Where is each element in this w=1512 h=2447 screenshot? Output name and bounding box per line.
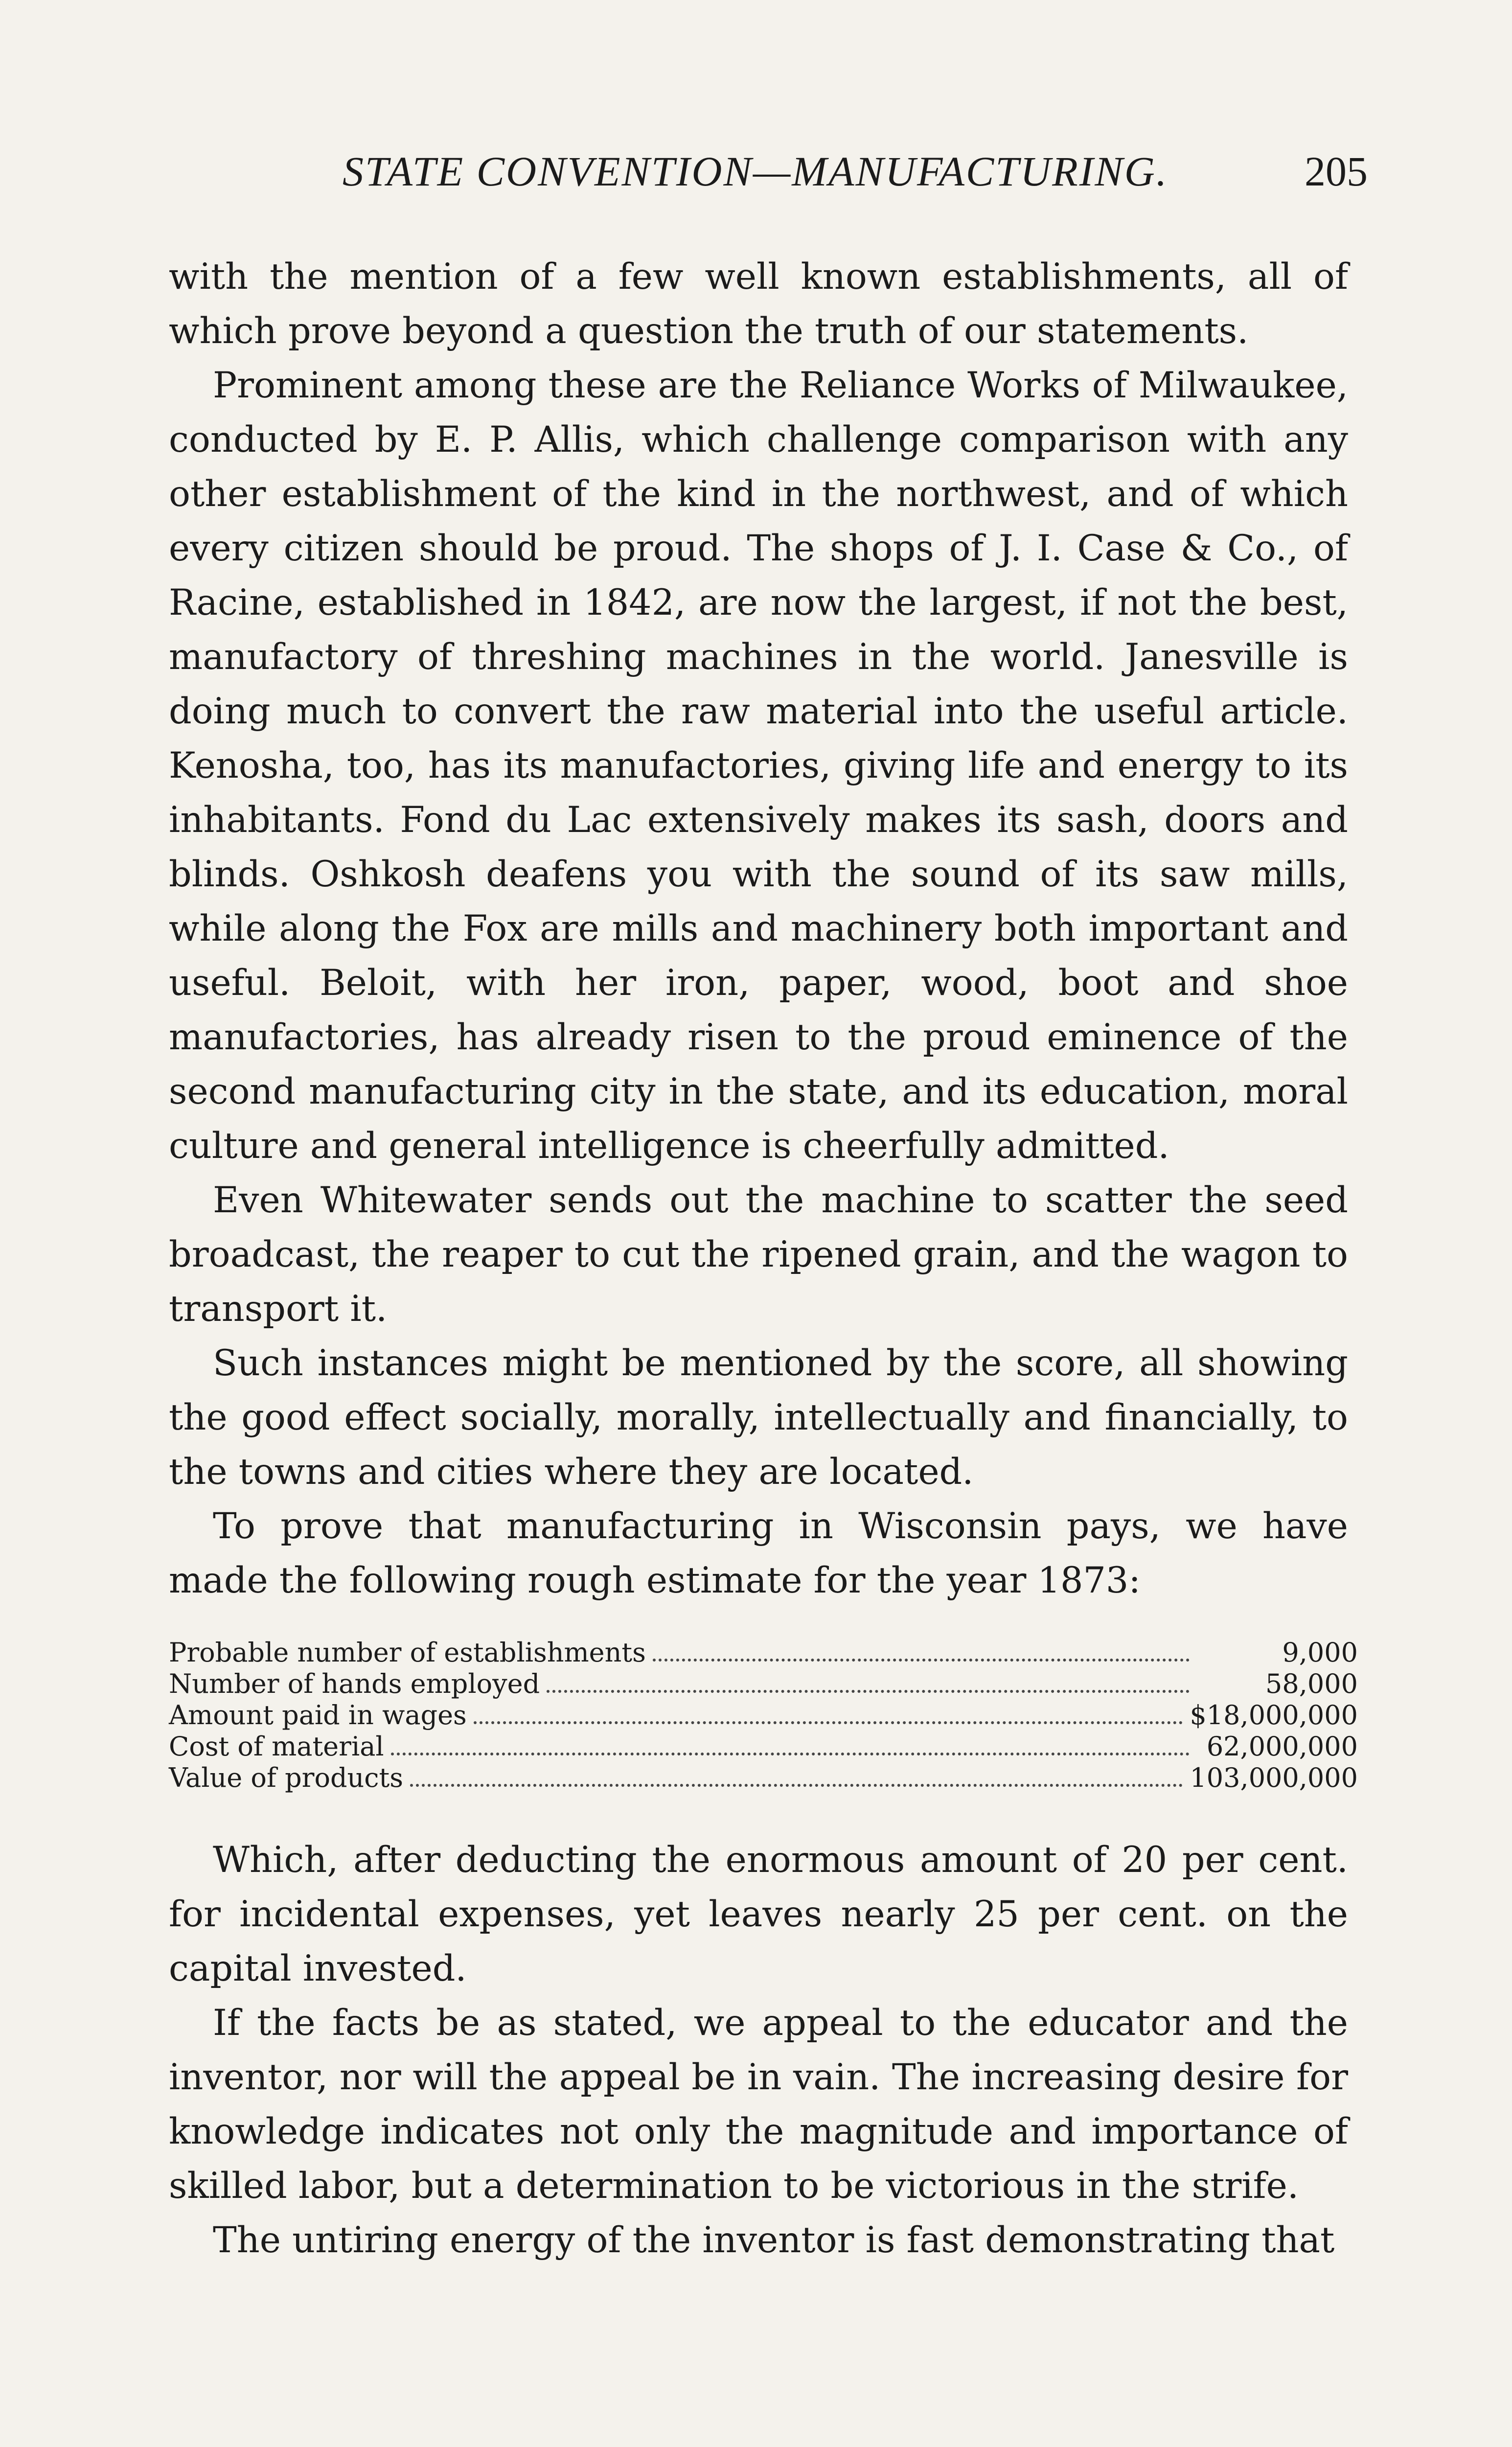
dot-leader [547, 1670, 1190, 1693]
statistic-value: 103,000,000 [1190, 1762, 1358, 1793]
statistic-value: 58,000 [1265, 1668, 1358, 1699]
statistics-row [169, 1668, 1358, 1700]
page-body [169, 250, 1358, 2267]
statistic-label: Value of products [169, 1762, 403, 1793]
statistics-row [169, 1637, 1358, 1668]
dot-leader [474, 1702, 1183, 1724]
dot-leader [410, 1764, 1183, 1787]
statistic-label: Amount paid in wages [169, 1700, 467, 1731]
paragraph-whitewater: Even Whitewater sends out the machine to scatter the seed broadcast, the reaper to cut the ripened grain, and the wagon to transport it. [169, 1179, 1348, 1330]
page-header [0, 147, 1512, 206]
statistic-value: 62,000,000 [1206, 1731, 1358, 1762]
paragraph-estimate-intro: To prove that manufacturing in Wisconsin pays, we have made the following rough estimate for the year 1873: [169, 1505, 1348, 1601]
statistic-value: $18,000,000 [1190, 1700, 1358, 1731]
statistic-label: Probable number of establishments [169, 1637, 646, 1668]
statistics-row [169, 1731, 1358, 1762]
statistic-value: 9,000 [1282, 1637, 1358, 1668]
paragraph-deduction: Which, after deducting the enormous amount of 20 per cent. for incidental expenses, yet leaves nearly 25 per cent. on the capital invested. [169, 1839, 1348, 1989]
running-head: STATE CONVENTION—MANUFACTURING. [343, 148, 1168, 195]
paragraph-reliance-works: Prominent among these are the Reliance Works of Milwaukee, conducted by E. P. Allis, which challenge comparison with any other establishment of the kind in the northwest, and of which every citizen should be proud. The shops of J. I. Case & Co., of Racine, established in 1842, are now the largest, if not the best, manufactory of threshing machines in the world. Janesville is doing much to convert the raw material into the useful article. Kenosha, too, has its manufactories, giving life and energy to its inhabitants. Fond du Lac extensively makes its sash, doors and blinds. Oshkosh deafens you with the sound of its saw mills, while along the Fox are mills and machinery both important and useful. Beloit, with her iron, paper, wood, boot and shoe manufactories, has already risen to the proud eminence of the second manufacturing city in the state, and its education, moral culture and general intelligence is cheerfully admitted. [169, 365, 1348, 1167]
paragraph-instances: Such instances might be mentioned by the score, all showing the good effect socially, morally, intellectually and financially, to the towns and cities where they are located. [169, 1342, 1348, 1493]
statistic-label: Cost of material [169, 1731, 384, 1762]
page-number: 205 [1305, 148, 1368, 195]
paragraph-continuation: with the mention of a few well known establishments, all of which prove beyond a question the truth of our statements. [169, 256, 1348, 352]
dot-leader [391, 1733, 1190, 1755]
paragraph-appeal: If the facts be as stated, we appeal to the educator and the inventor, nor will the appeal be in vain. The increasing desire for knowledge indicates not only the magnitude and importance of skilled labor, but a determination to be victorious in the strife. [169, 2002, 1348, 2207]
statistics-row [169, 1700, 1358, 1731]
dot-leader [653, 1639, 1190, 1662]
paragraph-inventor: The untiring energy of the inventor is fast demonstrating that [213, 2219, 1335, 2261]
statistic-label: Number of hands employed [169, 1668, 540, 1699]
statistics-table [169, 1637, 1358, 1794]
statistics-row [169, 1762, 1358, 1794]
